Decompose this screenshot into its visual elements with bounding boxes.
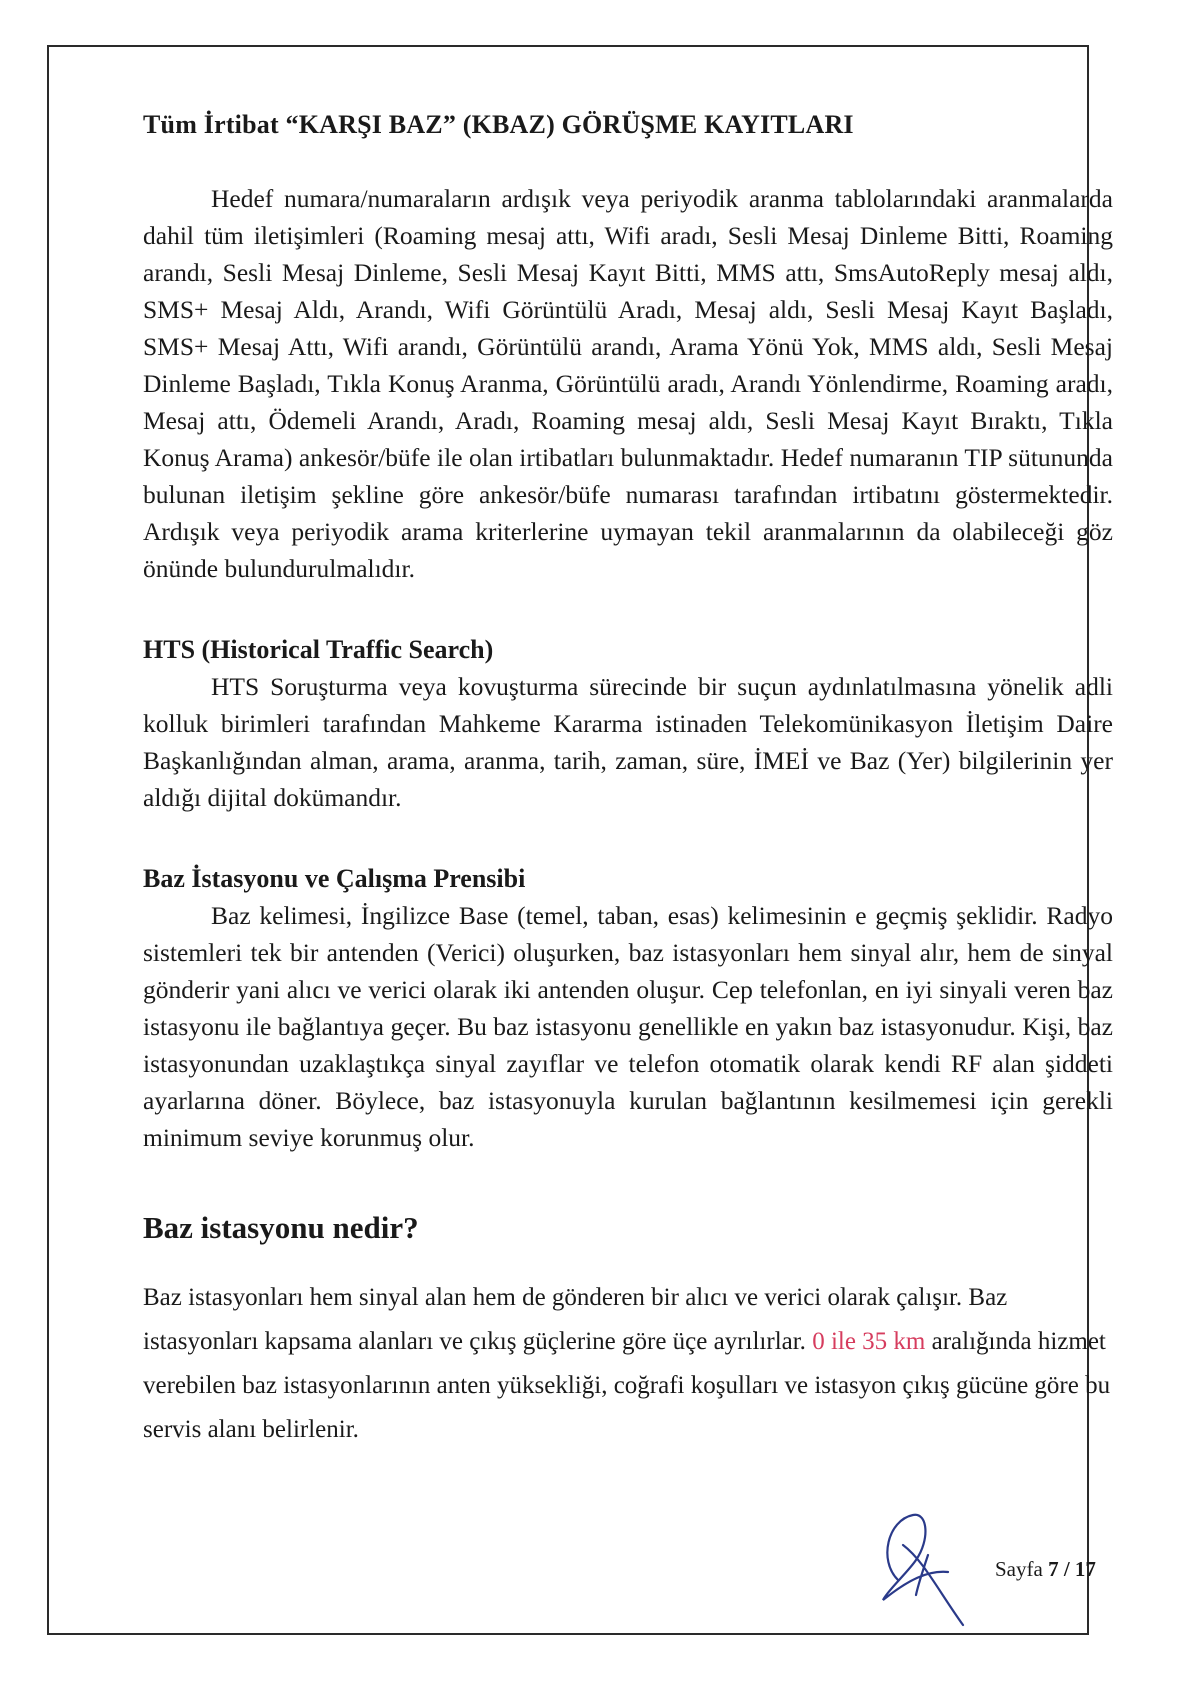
page-current: 7 (1048, 1557, 1059, 1581)
signature-icon (868, 1500, 978, 1630)
distance-highlight: 0 ile 35 km (812, 1328, 926, 1355)
hts-heading: HTS (Historical Traffic Search) (143, 635, 494, 664)
baz-prensip-paragraph: Baz kelimesi, İngilizce Base (temel, taban, esas) kelimesinin e geçmiş şeklidir. Radyo sistemleri tek bir antenden (Verici) oluşurken, baz istasyonları hem sinyal alır, hem de sinyal gönderir yani alıcı ve verici olarak iki antenden oluşur. Cep telefonlan, en iyi sinyali veren baz istasyonu ile bağlantıya geçer. Bu baz istasyonu genellikle en yakın baz istasyonudur. Kişi, baz istasyonundan uzaklaştıkça sinyal zayıflar ve telefon otomatik olarak kendi RF alan şiddeti ayarlarına döner. Böylece, baz istasyonuyla kurulan bağlantının kesilmemesi için gerekli minimum seviye korunmuş olur. (143, 901, 1113, 1152)
page-label: Sayfa (995, 1557, 1043, 1581)
intro-paragraph: Hedef numara/numaraların ardışık veya periyodik aranma tablolarındaki aranmalarda dahil tüm iletişimleri (Roaming mesaj attı, Wifi aradı, Sesli Mesaj Dinleme Bitti, Roaming arandı, Sesli Mesaj Dinleme, Sesli Mesaj Kayıt Bitti, MMS attı, SmsAutoReply mesaj aldı, SMS+ Mesaj Aldı, Arandı, Wifi Görüntülü Aradı, Mesaj aldı, Sesli Mesaj Kayıt Başladı, SMS+ Mesaj Attı, Wifi arandı, Görüntülü arandı, Arama Yönü Yok, MMS aldı, Sesli Mesaj Dinleme Başladı, Tıkla Konuş Aranma, Görüntülü aradı, Arandı Yönlendirme, Roaming aradı, Mesaj attı, Ödemeli Arandı, Aradı, Roaming mesaj aldı, Sesli Mesaj Kayıt Bıraktı, Tıkla Konuş Arama) ankesör/büfe ile olan irtibatları bulunmaktadır. Hedef numaranın TIP sütununda bulunan iletişim şekline göre ankesör/büfe numarası tarafından irtibatını göstermektedir. Ardışık veya periyodik arama kriterlerine uymayan tekil aranmalarının da olabileceği göz önünde bulundurulmalıdır. (143, 184, 1113, 583)
page-separator: / (1063, 1557, 1070, 1581)
page-number (995, 1557, 1096, 1582)
document-title: Tüm İrtibat “KARŞI BAZ” (KBAZ) GÖRÜŞME KAYITLARI (143, 110, 854, 139)
baz-nedir-paragraph (143, 1276, 1113, 1452)
baz-nedir-text-after: aralığında hizmet verebilen baz istasyonlarının anten yüksekliği, coğrafi koşulları ve istasyon çıkış gücüne göre bu servis alanı belirlenir. (143, 1328, 1111, 1443)
baz-nedir-text-before: Baz istasyonları hem sinyal alan hem de gönderen bir alıcı ve verici olarak çalışır. Baz istasyonları kapsama alanları ve çıkış güçlerine göre üçe ayrılırlar. (143, 1284, 1008, 1355)
document-body (143, 110, 1113, 1452)
page-total: 17 (1074, 1557, 1096, 1581)
hts-paragraph: HTS Soruşturma veya kovuşturma sürecinde bir suçun aydınlatılmasına yönelik adli kolluk birimleri tarafından Mahkeme Kararma istinaden Telekomünikasyon İletişim Daire Başkanlığından alman, arama, aranma, tarih, zaman, süre, İMEİ ve Baz (Yer) bilgilerinin yer aldığı dijital dokümandır. (143, 672, 1113, 812)
baz-prensip-heading: Baz İstasyonu ve Çalışma Prensibi (143, 864, 526, 893)
baz-nedir-heading: Baz istasyonu nedir? (143, 1210, 419, 1245)
